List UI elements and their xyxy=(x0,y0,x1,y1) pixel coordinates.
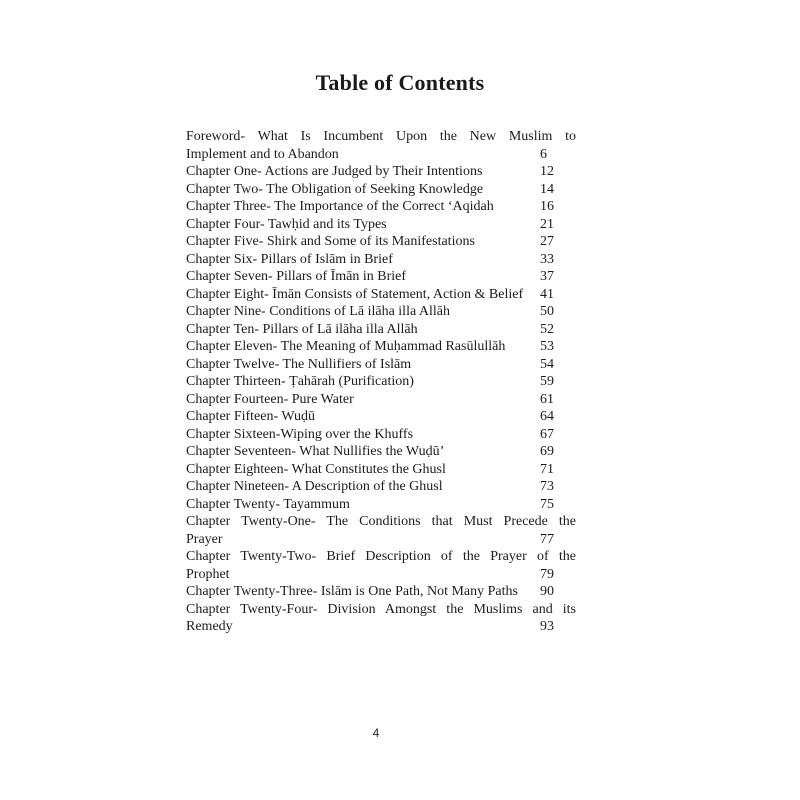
toc-entry-title: Chapter Sixteen-Wiping over the Khuffs xyxy=(186,426,414,442)
toc-entry xyxy=(186,163,576,181)
toc-entry-title: Chapter Four- Tawḥid and its Types xyxy=(186,216,387,232)
toc-entry xyxy=(186,268,576,286)
toc-entry xyxy=(186,443,576,461)
toc-entry-title: Chapter Seven- Pillars of Īmān in Brief xyxy=(186,269,407,284)
toc-entry xyxy=(186,356,576,374)
toc-entry-page: 12 xyxy=(540,164,554,179)
toc-entry-page: 77 xyxy=(540,531,554,547)
toc-entry xyxy=(186,461,576,479)
toc-entry-title-cont: Remedy xyxy=(186,619,233,634)
toc-entry-title: Chapter Six- Pillars of Islām in Brief xyxy=(186,251,393,267)
page-number: 4 xyxy=(372,726,380,740)
toc-entry xyxy=(186,286,576,304)
toc-entry-title: Chapter Thirteen- Ṭahārah (Purification) xyxy=(186,374,414,389)
toc-entry-page: 16 xyxy=(540,199,554,214)
toc-entry-title: Chapter Two- The Obligation of Seeking Knowledge xyxy=(186,181,484,197)
toc-entry-page: 33 xyxy=(540,251,554,267)
toc-entry xyxy=(186,128,576,163)
toc-entry xyxy=(186,321,576,339)
toc-entry-title: Chapter Fourteen- Pure Water xyxy=(186,391,354,407)
toc-entry-page: 71 xyxy=(540,461,554,477)
toc-entry-title: Chapter Nine- Conditions of Lā ilāha illa Allāh xyxy=(186,304,450,319)
toc-entry-page: 53 xyxy=(540,339,554,354)
toc-entry xyxy=(186,391,576,409)
toc-entry-page: 50 xyxy=(540,304,554,319)
toc-entry-page: 52 xyxy=(540,321,554,337)
toc-entry xyxy=(186,513,576,548)
toc-entry-title: Chapter Twenty- Tayammum xyxy=(186,496,350,512)
toc-entry xyxy=(186,496,576,514)
toc-entry-page: 6 xyxy=(540,146,547,162)
toc-entry xyxy=(186,583,576,601)
toc-entry-page: 69 xyxy=(540,444,554,459)
toc-entry-title: Chapter Twenty-Two- Brief Description of the Prayer of the xyxy=(186,549,576,564)
toc-entry-title: Chapter Ten- Pillars of Lā ilāha illa Allāh xyxy=(186,321,418,337)
toc-entry-title: Chapter Twenty-Three- Islām is One Path, Not Many Paths xyxy=(186,584,518,599)
toc-entry-title: Chapter Eighteen- What Constitutes the Ghusl xyxy=(186,461,446,477)
toc-list xyxy=(186,128,576,636)
toc-entry-title: Chapter Twelve- The Nullifiers of Islām xyxy=(186,356,412,372)
toc-entry xyxy=(186,478,576,496)
toc-entry-title: Chapter Eleven- The Meaning of Muḥammad Rasūlullāh xyxy=(186,339,506,354)
toc-entry xyxy=(186,426,576,444)
toc-entry-page: 14 xyxy=(540,181,554,197)
toc-entry xyxy=(186,216,576,234)
toc-entry xyxy=(186,408,576,426)
toc-entry-title: Chapter Nineteen- A Description of the Ghusl xyxy=(186,479,443,494)
toc-entry-title-cont: Implement and to Abandon xyxy=(186,146,339,162)
toc-entry-title: Chapter Twenty-Four- Division Amongst the Muslims and its xyxy=(186,601,576,617)
toc-entry-page: 75 xyxy=(540,496,554,512)
toc-entry-title: Chapter One- Actions are Judged by Their Intentions xyxy=(186,164,483,179)
toc-entry-page: 90 xyxy=(540,584,554,599)
toc-entry-title-cont: Prayer xyxy=(186,531,223,547)
toc-entry-title: Chapter Three- The Importance of the Correct ‘Aqidah xyxy=(186,199,494,214)
toc-entry-page: 93 xyxy=(540,619,554,634)
toc-entry-title: Chapter Seventeen- What Nullifies the Wuḍū’ xyxy=(186,444,445,459)
toc-entry-title: Chapter Twenty-One- The Conditions that Must Precede the xyxy=(186,514,576,529)
toc-entry xyxy=(186,338,576,356)
toc-entry-page: 79 xyxy=(540,566,554,582)
toc-entry-page: 21 xyxy=(540,216,554,232)
toc-entry-page: 61 xyxy=(540,391,554,407)
toc-entry-title-cont: Prophet xyxy=(186,566,230,582)
toc-entry-page: 64 xyxy=(540,409,554,424)
toc-entry xyxy=(186,233,576,251)
toc-entry xyxy=(186,601,576,636)
toc-entry-page: 37 xyxy=(540,269,554,284)
toc-entry-page: 59 xyxy=(540,374,554,389)
toc-entry-title: Chapter Five- Shirk and Some of its Manifestations xyxy=(186,234,475,249)
toc-entry xyxy=(186,198,576,216)
page-title: Table of Contents xyxy=(315,70,485,95)
toc-entry xyxy=(186,303,576,321)
toc-entry-page: 41 xyxy=(540,286,554,302)
toc-entry-page: 73 xyxy=(540,479,554,494)
toc-entry-title: Chapter Fifteen- Wuḍū xyxy=(186,409,316,424)
toc-entry xyxy=(186,251,576,269)
toc-entry xyxy=(186,181,576,199)
toc-entry-page: 54 xyxy=(540,356,554,372)
toc-entry-page: 67 xyxy=(540,426,554,442)
toc-entry xyxy=(186,373,576,391)
toc-entry-page: 27 xyxy=(540,234,554,249)
toc-entry-title: Chapter Eight- Īmān Consists of Statement, Action & Belief xyxy=(186,286,524,302)
toc-entry xyxy=(186,548,576,583)
toc-entry-title: Foreword- What Is Incumbent Upon the New Muslim to xyxy=(186,129,576,144)
